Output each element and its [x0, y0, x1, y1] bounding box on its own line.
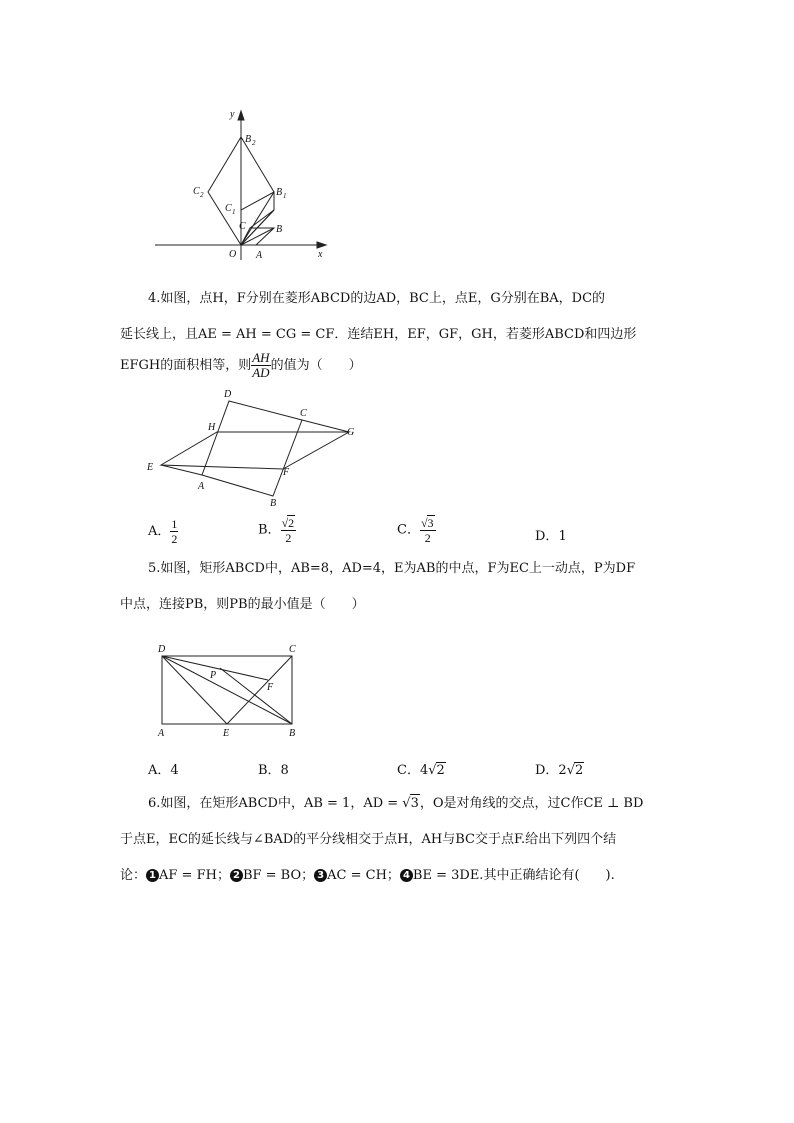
- label-a: A: [198, 481, 205, 492]
- q4-option-b[interactable]: B． $\frac{√2}{2}$: [258, 516, 295, 545]
- q4-line-2: 延长线上，且AE = AH = CG = CF．连结EH，EF，GF，GH，若菱形ABCD和四边形: [120, 327, 637, 342]
- rectangle-figure: [150, 640, 310, 740]
- circle-num-1: 1: [146, 869, 159, 882]
- label-p: P: [210, 670, 217, 681]
- segment-pb: [220, 668, 292, 724]
- x-axis-arrow: [317, 242, 326, 248]
- q4-option-d[interactable]: D．1: [535, 529, 567, 544]
- rhombus-abcd: [202, 401, 302, 496]
- label-f: F: [283, 467, 290, 478]
- label-e: E: [223, 728, 230, 739]
- label-a: A: [158, 728, 165, 739]
- fraction-ah-ad: $\frac{AH}{AD}$: [252, 350, 270, 380]
- label-y: y: [230, 109, 235, 120]
- label-o: O: [229, 249, 237, 260]
- q4-number: 4.: [148, 291, 161, 306]
- label-d: D: [224, 389, 232, 400]
- q5-option-a[interactable]: A．4: [148, 763, 179, 778]
- label-b2: B: [245, 134, 252, 145]
- q4-text-1: 如图，点H，F分别在菱形ABCD的边AD，BC上，点E，G分别在BA，DC的: [160, 291, 606, 306]
- q5-line-2: 中点，连接PB，则PB的最小值是（ ）: [120, 597, 365, 612]
- q4-line-3: EFGH的面积相等，则 $\frac{AH}{AD}$ 的值为（ ）: [120, 350, 362, 380]
- label-b1-sub: 1: [283, 192, 287, 200]
- circle-num-4: 4: [400, 869, 413, 882]
- label-d: D: [158, 644, 166, 655]
- label-b2-sub: 2: [252, 139, 256, 147]
- segment-de: [162, 656, 227, 724]
- q5-option-d[interactable]: D．2√2: [535, 763, 584, 778]
- label-x: x: [318, 249, 323, 260]
- coordinate-figure: [150, 105, 335, 265]
- segment-cb1: [250, 210, 274, 228]
- label-c1-sub: 1: [232, 208, 236, 216]
- label-b: B: [276, 224, 283, 235]
- label-b: B: [289, 728, 296, 739]
- q5-line-1: 5.如图，矩形ABCD中，AB=8，AD=4，E为AB的中点，F为EC上一动点，P为DF: [148, 561, 636, 576]
- label-h: H: [208, 422, 216, 433]
- circle-num-3: 3: [314, 869, 327, 882]
- q6-line-3: 论： 1 AF = FH； 2 BF = BO； 3 AC = CH； 4 BE = 3DE.其中正确结论有( ).: [120, 868, 615, 883]
- label-c2-sub: 2: [200, 191, 204, 199]
- label-b1: B: [276, 187, 283, 198]
- label-c: C: [300, 408, 307, 419]
- q4-line-1: [148, 290, 605, 308]
- label-f: F: [267, 682, 274, 693]
- quad-efgh: [161, 432, 349, 469]
- label-c: C: [289, 644, 296, 655]
- q4-option-a[interactable]: A． $\frac{1}{2}$: [148, 517, 178, 546]
- segment-cg: [302, 420, 349, 432]
- q5-option-c[interactable]: C．4√2: [397, 763, 445, 778]
- label-c2: C: [193, 186, 200, 197]
- q6-line-2: 于点E，EC的延长线与∠BAD的平分线相交于点H，AH与BC交于点F.给出下列四个结: [120, 832, 617, 847]
- rhombus-figure: [140, 385, 370, 510]
- q6-line-1: 6.如图，在矩形ABCD中，AB = 1，AD = √3，O是对角线的交点，过C作CE ⊥ BD: [148, 796, 644, 811]
- label-g: G: [347, 427, 355, 438]
- label-b: B: [270, 498, 277, 509]
- label-e: E: [147, 462, 154, 473]
- q5-option-b[interactable]: B．8: [258, 763, 289, 778]
- label-c1: C: [225, 203, 232, 214]
- circle-num-2: 2: [230, 869, 243, 882]
- segment-ec: [227, 656, 292, 724]
- label-c: C: [239, 221, 246, 232]
- label-a: A: [256, 250, 263, 261]
- y-axis-arrow: [238, 111, 244, 120]
- q4-option-c[interactable]: C． $\frac{√3}{2}$: [397, 516, 434, 545]
